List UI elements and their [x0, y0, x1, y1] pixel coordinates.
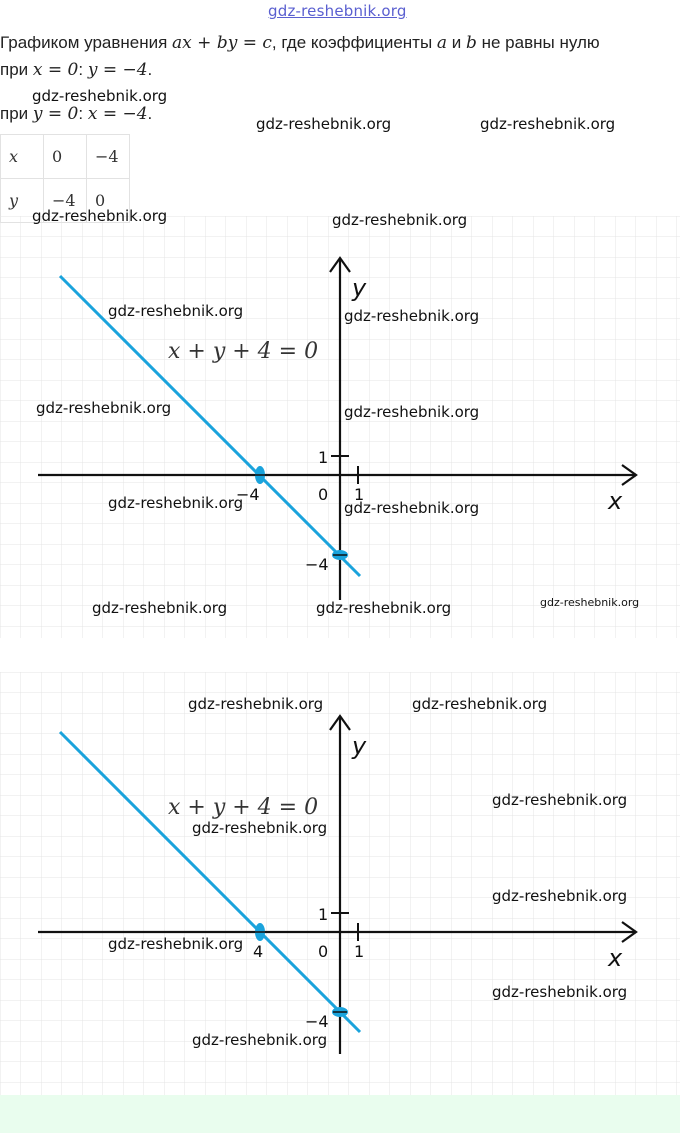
case2-cond: y = 0	[32, 104, 79, 124]
intro-text	[0, 33, 600, 53]
intro-prefix: Графиком уравнения	[0, 33, 173, 52]
watermark: gdz-reshebnik.org	[344, 499, 480, 517]
y-unit-label: 1	[318, 905, 329, 924]
y-axis-label: y	[352, 732, 367, 760]
case2-sep: :	[78, 104, 88, 123]
x-unit-label: 1	[354, 942, 365, 961]
case-y-zero	[0, 104, 152, 124]
footer-band	[0, 1095, 680, 1133]
y-axis-label: y	[352, 274, 367, 302]
y-unit-label: 1	[318, 448, 329, 467]
case1-prefix: при	[0, 60, 33, 79]
watermark: gdz-reshebnik.org	[412, 695, 548, 713]
watermark: gdz-reshebnik.org	[480, 115, 616, 133]
table-row	[1, 135, 130, 179]
watermark: gdz-reshebnik.org	[108, 302, 244, 320]
y-intercept-label: −4	[305, 555, 329, 574]
watermark: gdz-reshebnik.org	[316, 599, 452, 617]
equation-label: x + y + 4 = 0	[168, 795, 319, 820]
x-axis-label: x	[608, 944, 623, 972]
intro-equation: ax + by = c	[172, 33, 272, 53]
x-axis-label: x	[608, 487, 623, 515]
watermark: gdz-reshebnik.org	[192, 1031, 328, 1049]
watermark: gdz-reshebnik.org	[108, 935, 244, 953]
case2-prefix: при	[0, 104, 33, 123]
intro-middle: , где коэффициенты	[271, 33, 437, 52]
case1-cond: x = 0	[32, 60, 79, 80]
case1-sep: :	[78, 60, 88, 79]
line-graph-2	[0, 672, 680, 1095]
y-intercept-label: −4	[305, 1012, 329, 1031]
table-cell: 0	[87, 179, 130, 223]
case2-dot: .	[147, 104, 153, 123]
case1-result: y = −4	[87, 60, 148, 80]
x-intercept-label: 4	[253, 942, 264, 961]
intro-suffix: не равны нулю	[476, 33, 600, 52]
watermark: gdz-reshebnik.org	[492, 887, 628, 905]
x-unit-label: 1	[354, 485, 365, 504]
x-intercept-label: −4	[236, 485, 260, 504]
watermark: gdz-reshebnik.org	[36, 399, 172, 417]
watermark: gdz-reshebnik.org	[332, 211, 468, 229]
case2-result: x = −4	[87, 104, 148, 124]
table-cell: 0	[44, 135, 87, 179]
intro-and: и	[447, 33, 466, 52]
watermark: gdz-reshebnik.org	[92, 599, 228, 617]
case1-dot: .	[147, 60, 153, 79]
table-cell: −4	[44, 179, 87, 223]
watermark: gdz-reshebnik.org	[540, 596, 640, 609]
watermark: gdz-reshebnik.org	[192, 819, 328, 837]
watermark: gdz-reshebnik.org	[108, 494, 244, 512]
watermark: gdz-reshebnik.org	[188, 695, 324, 713]
watermark: gdz-reshebnik.org	[492, 983, 628, 1001]
watermark: gdz-reshebnik.org	[32, 87, 168, 105]
table-cell-var: y	[1, 179, 44, 223]
table-cell-var: x	[1, 135, 44, 179]
case-x-zero	[0, 60, 152, 80]
watermark: gdz-reshebnik.org	[256, 115, 392, 133]
watermark: gdz-reshebnik.org	[344, 403, 480, 421]
equation-label: x + y + 4 = 0	[168, 339, 319, 364]
table-cell: −4	[87, 135, 130, 179]
intro-var-a: a	[436, 33, 448, 53]
watermark: gdz-reshebnik.org	[492, 791, 628, 809]
line-graph-1	[0, 216, 680, 638]
intro-var-b: b	[466, 33, 477, 53]
watermark: gdz-reshebnik.org	[344, 307, 480, 325]
origin-label: 0	[318, 942, 329, 961]
origin-label: 0	[318, 485, 329, 504]
site-link[interactable]: gdz-reshebnik.org	[268, 2, 407, 20]
watermark: gdz-reshebnik.org	[32, 207, 168, 225]
